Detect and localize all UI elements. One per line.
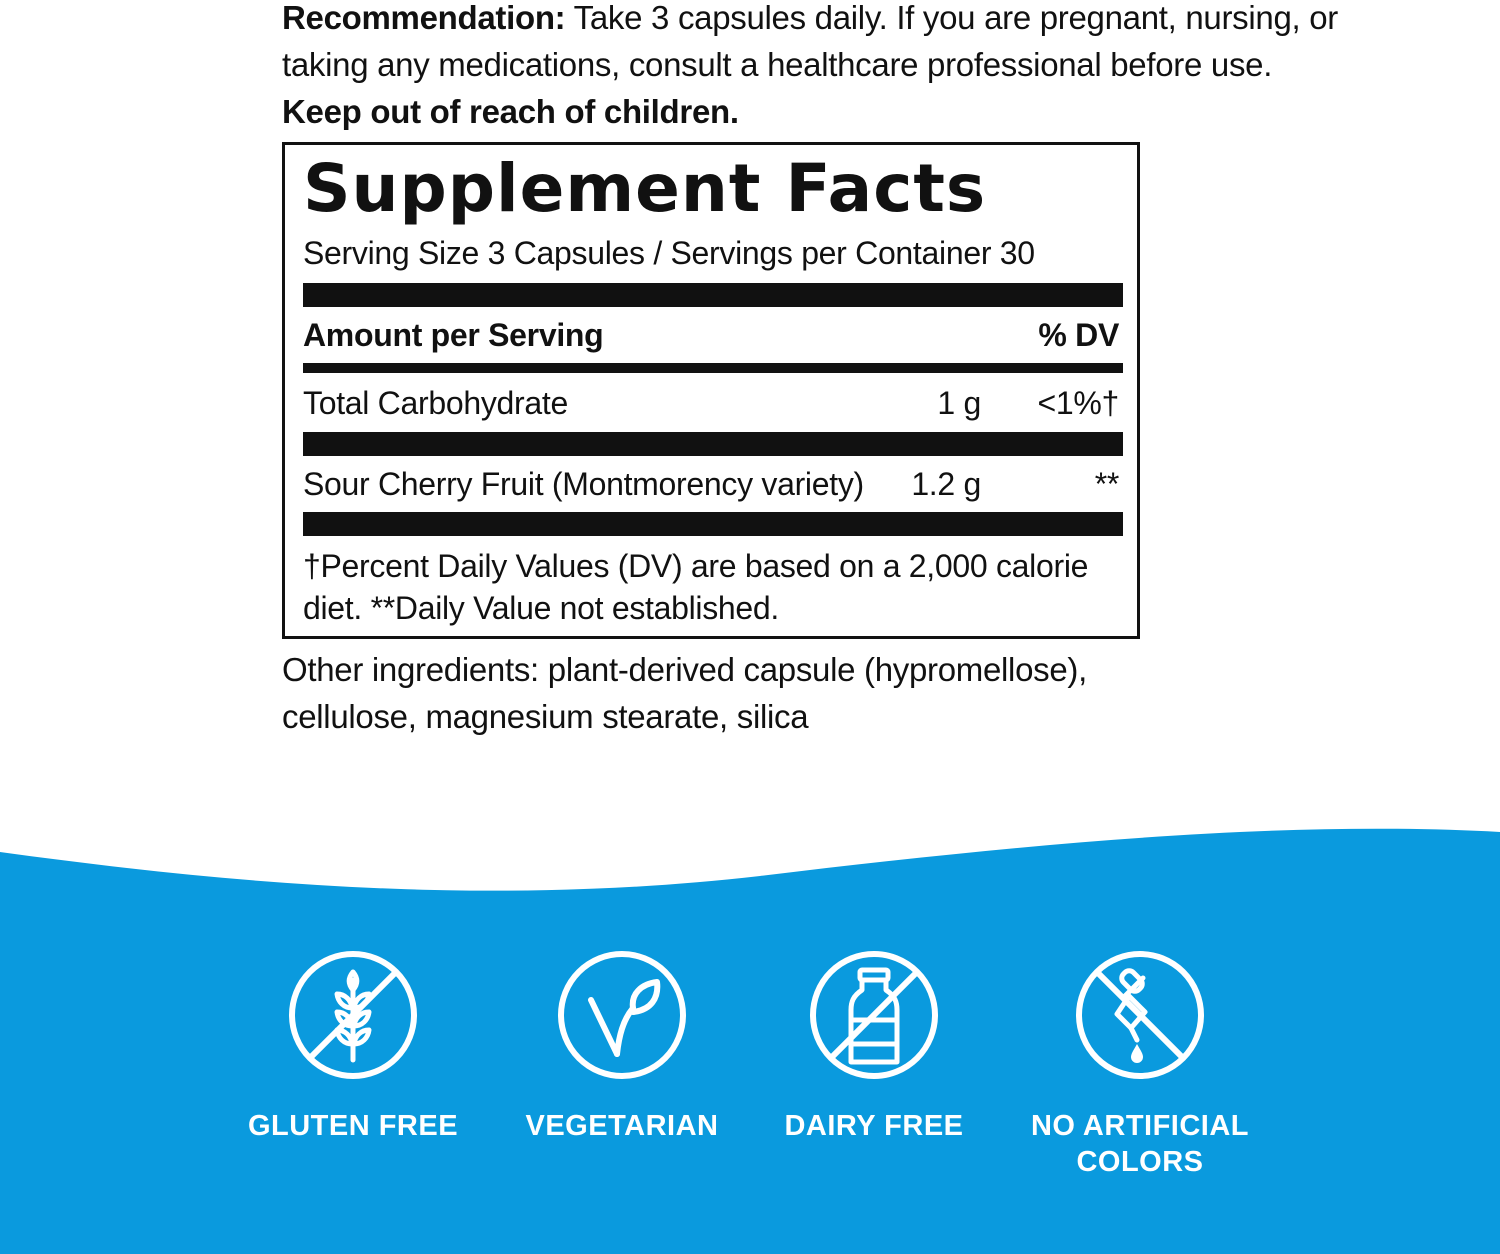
medium-divider xyxy=(303,363,1123,373)
badge-label: NO ARTIFICIAL COLORS xyxy=(1030,1110,1250,1178)
thick-divider xyxy=(303,512,1123,536)
recommendation-body: Take 3 capsules daily. If you are pregnant, nursing, or taking any medications, consult a healthcare professional before use. xyxy=(282,0,1338,83)
badge-label: DAIRY FREE xyxy=(784,1110,964,1142)
child-warning: Keep out of reach of children. xyxy=(282,93,739,130)
nutrient-name: Total Carbohydrate xyxy=(303,385,568,421)
table-row xyxy=(303,462,1123,506)
thick-divider xyxy=(303,432,1123,456)
badge-label: GLUTEN FREE xyxy=(247,1110,459,1142)
nutrient-amount: 1 g xyxy=(937,385,981,421)
nutrient-dv: <1%† xyxy=(1037,385,1119,421)
recommendation-text xyxy=(282,0,1342,135)
gluten-free-icon xyxy=(286,948,420,1082)
gluten-free-badge xyxy=(203,948,503,1144)
recommendation-label: Recommendation: xyxy=(282,0,566,36)
facts-header-row xyxy=(303,313,1123,357)
serving-info: Serving Size 3 Capsules / Servings per Container 30 xyxy=(303,235,1035,271)
badge-label: VEGETARIAN xyxy=(525,1110,719,1142)
facts-title: Supplement Facts xyxy=(303,150,987,227)
nutrient-name: Sour Cherry Fruit (Montmorency variety) xyxy=(303,466,864,502)
table-row xyxy=(303,381,1123,425)
facts-footnote: †Percent Daily Values (DV) are based on a 2,000 calorie diet. **Daily Value not established. xyxy=(303,548,1089,626)
dairy-free-badge xyxy=(724,948,1024,1144)
other-ingredients-text: Other ingredients: plant-derived capsule (hypromellose), cellulose, magnesium stearate, silica xyxy=(282,651,1087,735)
no-artificial-colors-icon xyxy=(1073,948,1207,1082)
thick-divider xyxy=(303,283,1123,307)
dv-header-label: % DV xyxy=(1038,317,1119,353)
nutrient-dv: ** xyxy=(1094,466,1119,502)
dairy-free-icon xyxy=(807,948,941,1082)
amount-per-serving-label: Amount per Serving xyxy=(303,317,604,353)
no-artificial-colors-badge xyxy=(990,948,1290,1180)
nutrient-amount: 1.2 g xyxy=(911,466,981,502)
supplement-facts-panel xyxy=(282,142,1140,639)
vegetarian-icon xyxy=(555,948,689,1082)
